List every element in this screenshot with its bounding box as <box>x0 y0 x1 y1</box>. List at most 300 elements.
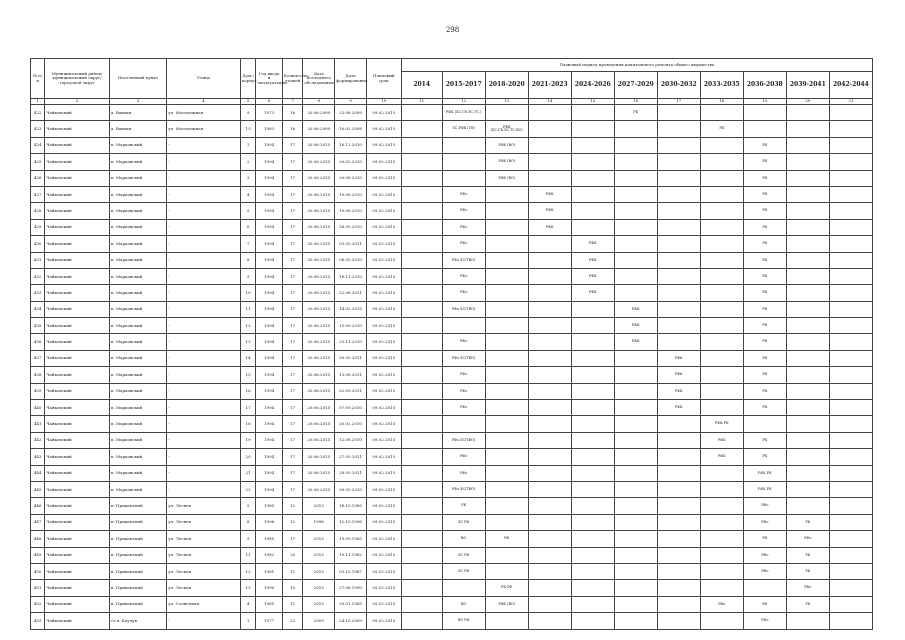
period-cell <box>528 301 571 317</box>
period-cell: РФо ХС(ТВО) <box>442 350 485 366</box>
period-cell <box>700 367 743 383</box>
period-cell <box>786 416 829 432</box>
period-cell <box>657 547 700 563</box>
period-cell <box>528 400 571 416</box>
period-cell: РФо <box>786 531 829 547</box>
survey-date-cell: 2013 <box>303 596 335 612</box>
settlement-cell: п. Прикамский <box>109 547 166 563</box>
period-cell <box>528 531 571 547</box>
period-cell <box>829 531 872 547</box>
row-number: 442 <box>31 432 45 448</box>
period-cell <box>829 432 872 448</box>
period-cell: РК <box>743 219 786 235</box>
settlement-cell: д. Ваньки <box>109 105 166 121</box>
settlement-cell: п. Марковский <box>109 350 166 366</box>
period-cell <box>657 498 700 514</box>
settlement-cell: п. Марковский <box>109 449 166 465</box>
inclusion-date-cell: 10.11.1982 <box>335 547 367 563</box>
period-cell: РФК <box>528 186 571 202</box>
settlement-cell: ст.п. Каучук <box>109 613 166 629</box>
year-built-cell: 1985 <box>256 498 283 514</box>
house-cell: 21 <box>240 465 255 481</box>
period-cell <box>571 400 614 416</box>
period-cell <box>528 121 571 137</box>
house-cell: 11 <box>240 547 255 563</box>
row-number: 449 <box>31 547 45 563</box>
period-cell <box>786 252 829 268</box>
period-cell <box>743 416 786 432</box>
period-cell <box>401 121 442 137</box>
row-number: 422 <box>31 105 45 121</box>
period-cell <box>829 400 872 416</box>
year-built-cell: 1973 <box>256 105 283 121</box>
year-built-cell: 1994 <box>256 285 283 301</box>
survey-date-cell: 20.06.2015 <box>303 154 335 170</box>
header-year-built: Год ввода в эксплуатацию <box>256 59 283 99</box>
period-cell <box>657 580 700 596</box>
survey-date-cell: 20.06.2015 <box>303 416 335 432</box>
column-number: 21 <box>829 99 872 105</box>
house-cell: 20 <box>240 449 255 465</box>
house-cell: 9 <box>240 531 255 547</box>
period-cell <box>700 219 743 235</box>
period-cell <box>786 481 829 497</box>
period-cell: РФК <box>657 400 700 416</box>
period-cell <box>786 318 829 334</box>
municipality-cell: Чайковский <box>45 121 110 137</box>
period-cell <box>401 285 442 301</box>
row-number: 439 <box>31 383 45 399</box>
period-cell <box>614 547 657 563</box>
period-cell <box>571 121 614 137</box>
planned-date-cell: 09.02.2015 <box>366 613 401 629</box>
inclusion-date-cell: 10.02.2008 <box>335 121 367 137</box>
street-cell: - <box>167 170 241 186</box>
period-cell <box>614 580 657 596</box>
period-cell <box>528 318 571 334</box>
period-cell <box>571 186 614 202</box>
period-cell <box>700 547 743 563</box>
period-cell <box>614 613 657 629</box>
period-cell: РК <box>743 383 786 399</box>
period-cell <box>401 236 442 252</box>
house-cell: 8 <box>240 514 255 530</box>
period-cell <box>700 334 743 350</box>
period-cell <box>786 301 829 317</box>
period-cell <box>657 170 700 186</box>
column-number: 13 <box>485 99 528 105</box>
period-cell <box>401 301 442 317</box>
period-cell: РК <box>743 367 786 383</box>
column-number: 5 <box>240 99 255 105</box>
street-cell: - <box>167 350 241 366</box>
table-row <box>31 154 873 170</box>
table-row <box>31 105 873 121</box>
period-cell <box>614 531 657 547</box>
table-row <box>31 186 873 202</box>
municipality-cell: Чайковский <box>45 268 110 284</box>
survey-date-cell: 20.06.2015 <box>303 268 335 284</box>
header-period: 2018-2020 <box>485 72 528 99</box>
survey-date-cell: 20.06.2015 <box>303 318 335 334</box>
street-cell: - <box>167 432 241 448</box>
house-cell: 5 <box>240 498 255 514</box>
period-cell <box>401 498 442 514</box>
row-number: 436 <box>31 334 45 350</box>
row-number: 437 <box>31 350 45 366</box>
survey-date-cell: 20.06.2015 <box>303 252 335 268</box>
settlement-cell: п. Прикамский <box>109 580 166 596</box>
period-cell <box>485 236 528 252</box>
period-cell <box>571 432 614 448</box>
row-number: 424 <box>31 137 45 153</box>
table-row <box>31 285 873 301</box>
floors-cell: 12 <box>282 514 302 530</box>
planned-date-cell: 09.02.2015 <box>366 301 401 317</box>
period-cell: РФК (ВО) <box>485 596 528 612</box>
street-cell: ул. Лесная <box>167 580 241 596</box>
period-cell: РФ <box>485 531 528 547</box>
row-number: 435 <box>31 318 45 334</box>
municipality-cell: Чайковский <box>45 170 110 186</box>
year-built-cell: 1994 <box>256 481 283 497</box>
settlement-cell: п. Марковский <box>109 170 166 186</box>
planned-date-cell: 09.02.2015 <box>366 252 401 268</box>
period-cell <box>528 547 571 563</box>
settlement-cell: п. Прикамский <box>109 514 166 530</box>
house-cell: 1 <box>240 137 255 153</box>
period-cell <box>485 465 528 481</box>
period-cell: РФК <box>571 252 614 268</box>
settlement-cell: п. Марковский <box>109 318 166 334</box>
header-inclusion-date: Дата формирования <box>335 59 367 99</box>
floors-cell: 17 <box>282 481 302 497</box>
house-cell: 18 <box>240 416 255 432</box>
inclusion-date-cell: 30.05.2010 <box>335 481 367 497</box>
period-cell <box>528 465 571 481</box>
survey-date-cell: 20.06.2015 <box>303 367 335 383</box>
floors-cell: 22 <box>282 613 302 629</box>
year-built-cell: 1985 <box>256 531 283 547</box>
table-row <box>31 514 873 530</box>
settlement-cell: п. Марковский <box>109 236 166 252</box>
period-cell <box>786 137 829 153</box>
period-cell: РК <box>743 301 786 317</box>
period-cell <box>829 563 872 579</box>
survey-date-cell: 20.06.2015 <box>303 301 335 317</box>
row-number: 450 <box>31 563 45 579</box>
table-row <box>31 383 873 399</box>
header-house: Дом / корпус <box>240 59 255 99</box>
floors-cell: 17 <box>282 334 302 350</box>
period-cell <box>571 498 614 514</box>
planned-date-cell: 09.02.2015 <box>366 547 401 563</box>
period-cell <box>571 514 614 530</box>
period-cell <box>700 580 743 596</box>
period-cell <box>528 580 571 596</box>
period-cell <box>528 334 571 350</box>
period-cell <box>786 219 829 235</box>
period-cell <box>614 481 657 497</box>
house-cell: 6 <box>240 219 255 235</box>
period-cell: РФо ХС(ТВО) <box>442 252 485 268</box>
period-cell: РФК <box>614 301 657 317</box>
street-cell: ул. Лесная <box>167 498 241 514</box>
row-number: 447 <box>31 514 45 530</box>
floors-cell: 10 <box>282 580 302 596</box>
street-cell: - <box>167 334 241 350</box>
settlement-cell: п. Прикамский <box>109 531 166 547</box>
period-cell <box>485 432 528 448</box>
period-cell <box>700 236 743 252</box>
period-cell <box>614 350 657 366</box>
inclusion-date-cell: 07.09.2010 <box>335 400 367 416</box>
period-cell <box>401 547 442 563</box>
row-number: 453 <box>31 613 45 629</box>
street-cell: - <box>167 613 241 629</box>
period-cell <box>700 383 743 399</box>
period-cell: РФо ХС(ТВО) <box>442 432 485 448</box>
survey-date-cell: 2013 <box>303 531 335 547</box>
period-cell: РФК <box>528 203 571 219</box>
page-number: 298 <box>445 26 460 34</box>
inclusion-date-cell: 18.10.1985 <box>335 498 367 514</box>
header-period: 2036-2038 <box>743 72 786 99</box>
table-row <box>31 449 873 465</box>
period-cell <box>657 203 700 219</box>
period-cell: РК <box>743 334 786 350</box>
period-cell: РФК <box>571 236 614 252</box>
table-row <box>31 170 873 186</box>
period-cell <box>829 219 872 235</box>
row-number: 448 <box>31 531 45 547</box>
year-built-cell: 1994 <box>256 465 283 481</box>
period-cell <box>614 563 657 579</box>
period-cell: РК <box>743 449 786 465</box>
street-cell: - <box>167 465 241 481</box>
period-cell <box>401 432 442 448</box>
period-cell: РФо ХС(ТВО) <box>442 301 485 317</box>
municipality-cell: Чайковский <box>45 596 110 612</box>
period-cell <box>571 170 614 186</box>
year-built-cell: 1994 <box>256 203 283 219</box>
period-cell <box>657 186 700 202</box>
street-cell: ул. Солнечная <box>167 596 241 612</box>
planned-date-cell: 09.02.2015 <box>366 170 401 186</box>
period-cell <box>829 498 872 514</box>
period-cell <box>700 531 743 547</box>
period-cell <box>571 563 614 579</box>
period-cell: ВО РФ <box>442 613 485 629</box>
settlement-cell: п. Прикамский <box>109 596 166 612</box>
column-number: 3 <box>109 99 166 105</box>
floors-cell: 17 <box>282 268 302 284</box>
period-cell: РК <box>786 547 829 563</box>
period-cell <box>401 416 442 432</box>
period-cell <box>829 301 872 317</box>
period-cell <box>571 203 614 219</box>
row-number: 438 <box>31 367 45 383</box>
period-cell <box>786 465 829 481</box>
municipality-cell: Чайковский <box>45 236 110 252</box>
period-cell <box>401 170 442 186</box>
settlement-cell: п. Марковский <box>109 301 166 317</box>
settlement-cell: п. Прикамский <box>109 563 166 579</box>
inclusion-date-cell: 20.08.2010 <box>335 170 367 186</box>
period-cell <box>528 236 571 252</box>
municipality-cell: Чайковский <box>45 318 110 334</box>
floors-cell: 17 <box>282 219 302 235</box>
floors-cell: 17 <box>282 318 302 334</box>
year-built-cell: 1994 <box>256 367 283 383</box>
period-cell: РК <box>743 170 786 186</box>
municipality-cell: Чайковский <box>45 219 110 235</box>
period-cell <box>614 498 657 514</box>
inclusion-date-cell: 27.05.2011 <box>335 449 367 465</box>
house-cell: 4 <box>240 186 255 202</box>
row-number: 452 <box>31 596 45 612</box>
period-cell: РФо <box>700 596 743 612</box>
street-cell: - <box>167 301 241 317</box>
planned-date-cell: 09.02.2015 <box>366 105 401 121</box>
header-period: 2014 <box>401 72 442 99</box>
municipality-cell: Чайковский <box>45 531 110 547</box>
period-cell: РК <box>743 432 786 448</box>
house-cell: 15 <box>240 367 255 383</box>
street-cell: - <box>167 449 241 465</box>
period-cell <box>571 219 614 235</box>
period-cell <box>700 154 743 170</box>
column-number: 18 <box>700 99 743 105</box>
survey-date-cell: 20.06.2015 <box>303 383 335 399</box>
period-cell <box>657 416 700 432</box>
row-number: 446 <box>31 498 45 514</box>
period-cell: РК <box>743 154 786 170</box>
street-cell: - <box>167 367 241 383</box>
column-number: 4 <box>167 99 241 105</box>
street-cell: - <box>167 203 241 219</box>
row-number: 429 <box>31 219 45 235</box>
period-cell <box>528 432 571 448</box>
period-cell: РФо <box>442 367 485 383</box>
period-cell: РФ <box>743 596 786 612</box>
period-cell <box>614 416 657 432</box>
period-cell: РК <box>786 596 829 612</box>
period-cell <box>786 334 829 350</box>
period-cell <box>829 580 872 596</box>
period-cell: ХС РФ <box>442 547 485 563</box>
floors-cell: 17 <box>282 465 302 481</box>
year-built-cell: 1983 <box>256 121 283 137</box>
period-cell: РК <box>786 563 829 579</box>
period-cell <box>528 613 571 629</box>
municipality-cell: Чайковский <box>45 350 110 366</box>
period-cell <box>786 383 829 399</box>
year-built-cell: 1994 <box>256 334 283 350</box>
period-cell <box>401 268 442 284</box>
planned-date-cell: 09.02.2015 <box>366 186 401 202</box>
survey-date-cell: 20.06.2015 <box>303 432 335 448</box>
street-cell: ул. Лесная <box>167 531 241 547</box>
header-period: 2039-2041 <box>786 72 829 99</box>
planned-date-cell: 09.02.2015 <box>366 580 401 596</box>
year-built-cell: 1994 <box>256 186 283 202</box>
period-cell <box>528 383 571 399</box>
header-street: Улица <box>167 59 241 99</box>
period-cell: РФо <box>442 219 485 235</box>
period-cell <box>614 252 657 268</box>
period-cell <box>829 318 872 334</box>
period-cell <box>786 400 829 416</box>
inclusion-date-cell: 16.12.2010 <box>335 137 367 153</box>
inclusion-date-cell: 14.02.2015 <box>335 301 367 317</box>
table-row <box>31 268 873 284</box>
planned-date-cell: 09.02.2015 <box>366 596 401 612</box>
inclusion-date-cell: 30.05.2011 <box>335 350 367 366</box>
year-built-cell: 1982 <box>256 547 283 563</box>
survey-date-cell: 20.06.2015 <box>303 203 335 219</box>
period-cell: РФК <box>614 318 657 334</box>
period-cell <box>442 580 485 596</box>
planned-date-cell: 09.02.2015 <box>366 285 401 301</box>
survey-date-cell: 20.06.2015 <box>303 449 335 465</box>
period-cell <box>829 465 872 481</box>
period-cell <box>829 154 872 170</box>
street-cell: ул. Лесная <box>167 514 241 530</box>
period-cell <box>829 596 872 612</box>
period-cell <box>786 432 829 448</box>
floors-cell: 17 <box>282 170 302 186</box>
period-cell <box>485 268 528 284</box>
period-cell: РФо <box>442 203 485 219</box>
period-cell: РФо <box>442 268 485 284</box>
period-cell <box>657 563 700 579</box>
header-num: № п/п <box>31 59 45 99</box>
planned-date-cell: 09.02.2015 <box>366 236 401 252</box>
survey-date-cell: 20.06.2015 <box>303 334 335 350</box>
floors-cell: 17 <box>282 531 302 547</box>
inclusion-date-cell: 10.06.2010 <box>335 203 367 219</box>
period-cell <box>571 449 614 465</box>
period-cell <box>829 170 872 186</box>
table-row <box>31 367 873 383</box>
period-cell <box>528 350 571 366</box>
period-cell <box>571 105 614 121</box>
period-cell <box>657 432 700 448</box>
period-cell <box>700 186 743 202</box>
municipality-cell: Чайковский <box>45 514 110 530</box>
period-cell <box>401 465 442 481</box>
header-planned-date: Плановый срок <box>366 59 401 99</box>
row-number: 423 <box>31 121 45 137</box>
planned-date-cell: 09.02.2015 <box>366 531 401 547</box>
period-cell <box>401 203 442 219</box>
row-number: 428 <box>31 203 45 219</box>
settlement-cell: п. Марковский <box>109 400 166 416</box>
period-cell <box>786 613 829 629</box>
period-cell <box>571 367 614 383</box>
period-cell <box>485 449 528 465</box>
period-cell <box>401 514 442 530</box>
municipality-cell: Чайковский <box>45 105 110 121</box>
floors-cell: 17 <box>282 432 302 448</box>
municipality-cell: Чайковский <box>45 563 110 579</box>
column-number: 9 <box>335 99 367 105</box>
period-cell <box>485 203 528 219</box>
period-cell <box>401 186 442 202</box>
period-cell <box>528 449 571 465</box>
floors-cell: 11 <box>282 596 302 612</box>
